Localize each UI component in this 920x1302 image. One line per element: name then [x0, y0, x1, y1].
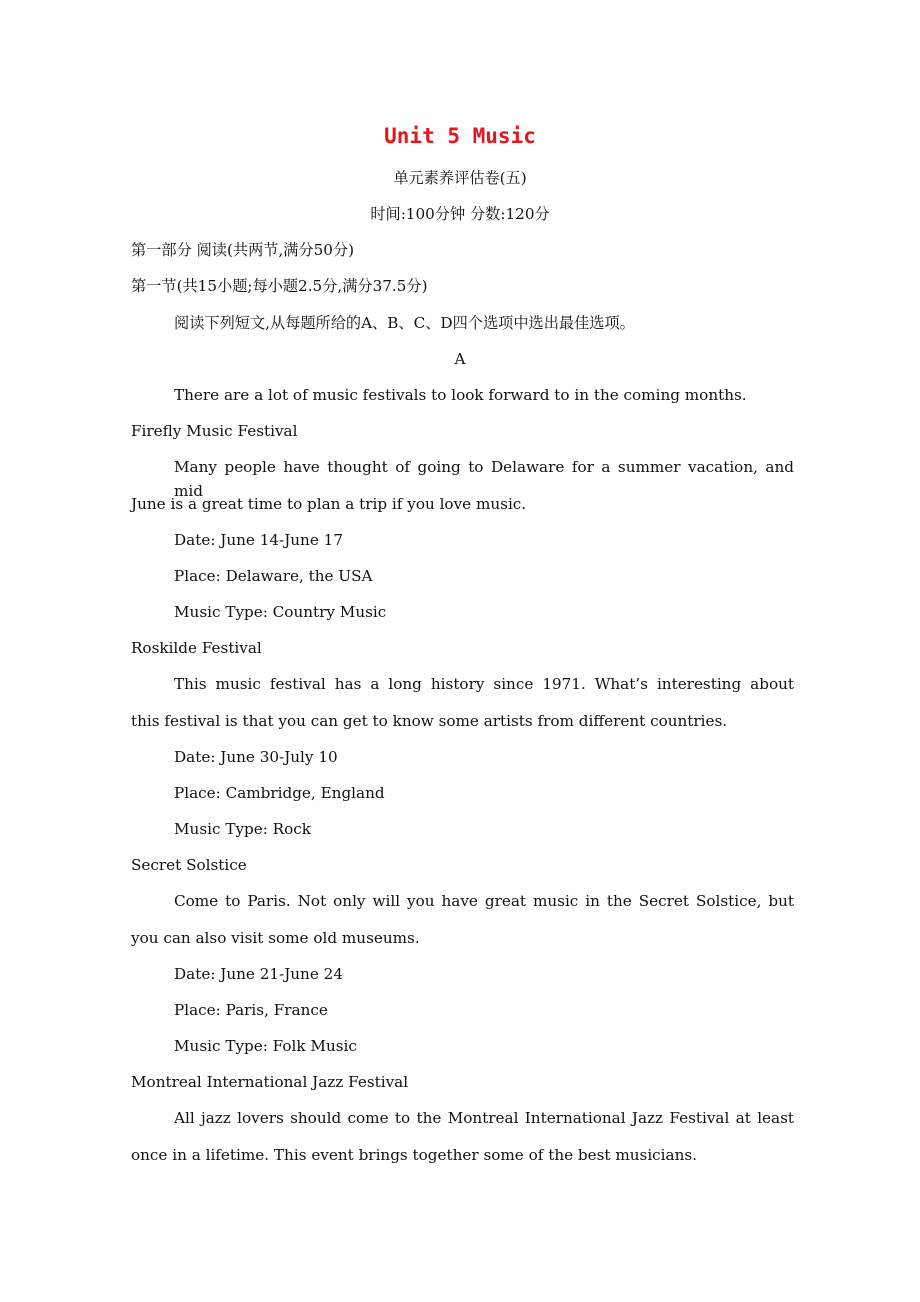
festival-name: Montreal International Jazz Festival [131, 1073, 409, 1091]
festival-name: Firefly Music Festival [131, 422, 298, 440]
festival-place: Place: Delaware, the USA [174, 567, 373, 585]
festival-date: Date: June 21-June 24 [174, 965, 343, 983]
festival-description: you can also visit some old museums. [131, 929, 420, 947]
festival-description: All jazz lovers should come to the Montreal International Jazz Festival at least [174, 1109, 794, 1127]
festival-music-type: Music Type: Country Music [174, 603, 387, 621]
part-one-heading: 第一部分 阅读(共两节,满分50分) [131, 241, 355, 259]
festival-description: once in a lifetime. This event brings together some of the best musicians. [131, 1146, 698, 1164]
festival-date: Date: June 14-June 17 [174, 531, 343, 549]
passage-label: A [454, 350, 466, 368]
doc-title: Unit 5 Music [384, 124, 536, 148]
doc-subtitle: 单元素养评估卷(五) [393, 169, 527, 187]
festival-place: Place: Paris, France [174, 1001, 328, 1019]
festival-name: Secret Solstice [131, 856, 247, 874]
time-score: 时间:100分钟 分数:120分 [370, 205, 550, 223]
passage-intro: There are a lot of music festivals to look forward to in the coming months. [174, 386, 747, 404]
festival-date: Date: June 30-July 10 [174, 748, 338, 766]
festival-description: Come to Paris. Not only will you have great music in the Secret Solstice, but [174, 892, 794, 910]
festival-music-type: Music Type: Folk Music [174, 1037, 357, 1055]
festival-description: June is a great time to plan a trip if you love music. [131, 495, 527, 513]
festival-description: This music festival has a long history since 1971. What’s interesting about [174, 675, 794, 693]
festival-name: Roskilde Festival [131, 639, 262, 657]
festival-description: this festival is that you can get to know some artists from different countries. [131, 712, 728, 730]
section-one-heading: 第一节(共15小题;每小题2.5分,满分37.5分) [131, 277, 428, 295]
festival-description: Many people have thought of going to Delaware for a summer vacation, and mid [174, 458, 794, 500]
festival-music-type: Music Type: Rock [174, 820, 311, 838]
instruction-text: 阅读下列短文,从每题所给的A、B、C、D四个选项中选出最佳选项。 [174, 314, 635, 332]
festival-place: Place: Cambridge, England [174, 784, 385, 802]
